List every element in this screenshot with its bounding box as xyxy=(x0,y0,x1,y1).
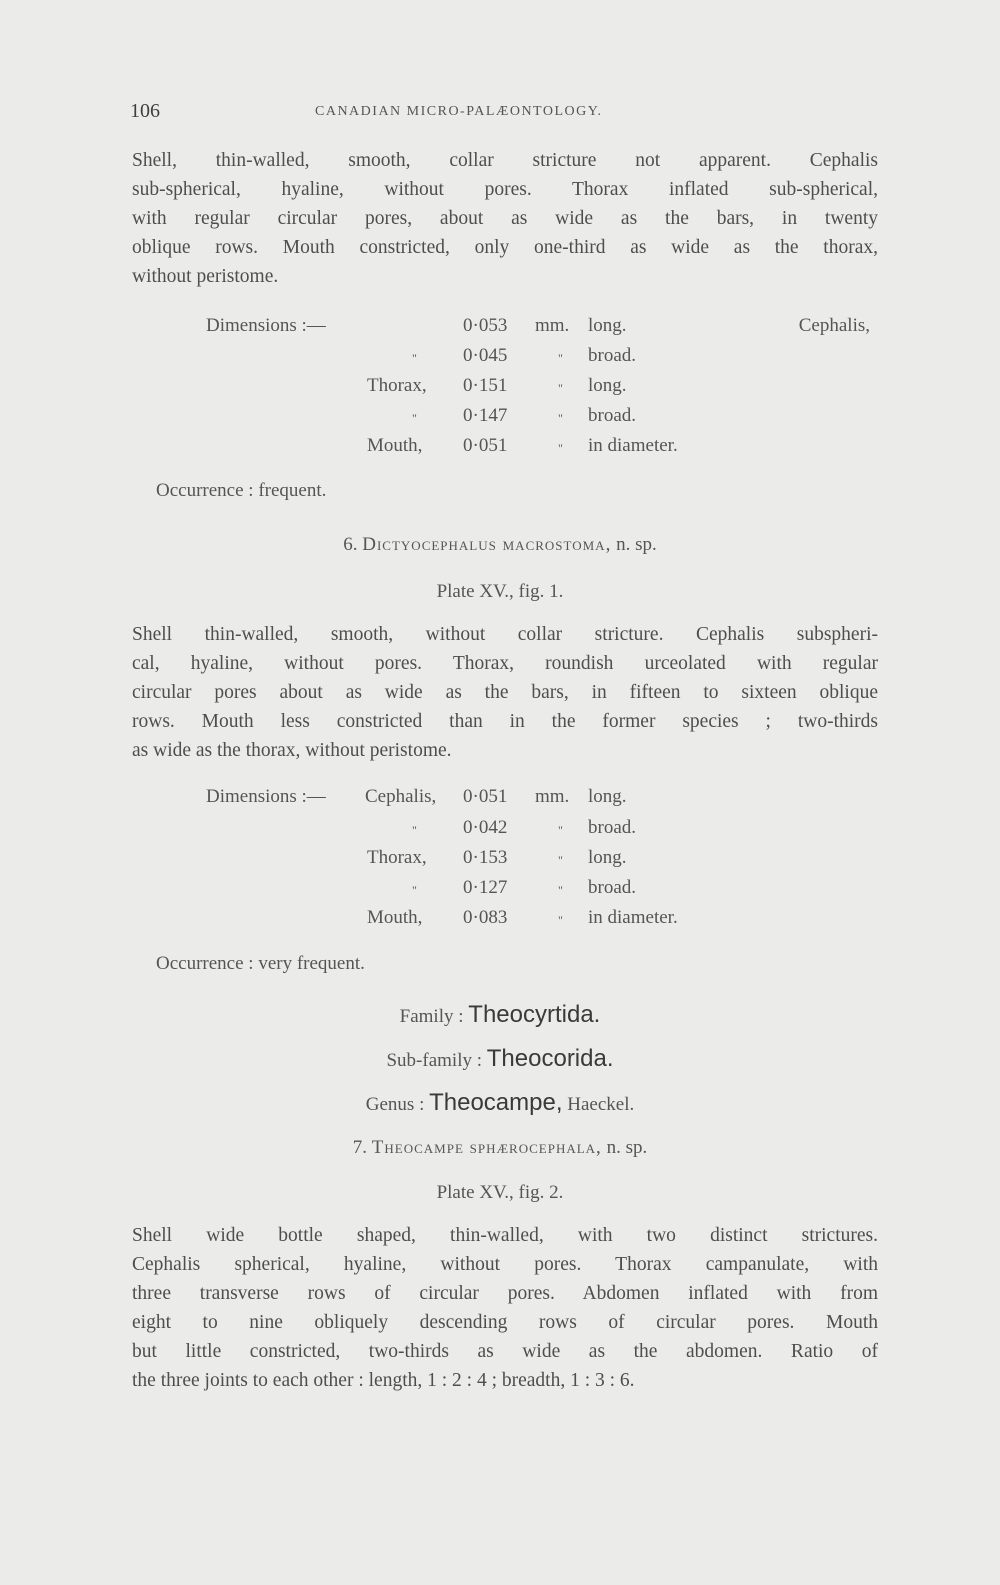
family-label: Family : xyxy=(399,1006,464,1027)
species-suffix: n. sp. xyxy=(616,534,657,555)
species-name: Theocampe sphærocephala, xyxy=(371,1137,602,1158)
dimension-row xyxy=(130,405,830,435)
dimension-unit: " xyxy=(558,823,564,837)
dimension-part: " xyxy=(412,823,418,837)
text-line: Shell wide bottle shaped, thin-walled, with two distinct strictures. xyxy=(132,1225,878,1246)
dimension-desc: broad. xyxy=(588,405,637,426)
text-line: as wide as the thorax, without peristome. xyxy=(132,740,452,761)
subfamily-heading xyxy=(0,1045,1000,1073)
text-line: with regular circular pores, about as wide as the bars, in twenty xyxy=(132,208,878,229)
dimension-part: " xyxy=(412,351,418,365)
subfamily-label: Sub-family : xyxy=(386,1050,483,1071)
text-line: circular pores about as wide as the bars, in fifteen to sixteen oblique xyxy=(132,682,878,703)
dimension-unit: " xyxy=(558,351,564,365)
dimension-unit: " xyxy=(558,381,564,395)
species6-occurrence: Occurrence : very frequent. xyxy=(156,953,365,974)
text-line: cal, hyaline, without pores. Thorax, roundish urceolated with regular xyxy=(132,653,878,674)
dimension-unit: " xyxy=(558,441,564,455)
dimension-desc: long. xyxy=(588,847,627,868)
dimension-part: Thorax, xyxy=(367,847,427,868)
dimension-unit: " xyxy=(558,853,564,867)
text-line: but little constricted, two-thirds as wide as the abdomen. Ratio of xyxy=(132,1341,878,1362)
dimension-row xyxy=(130,907,830,937)
dimension-value: 0·127 xyxy=(463,877,508,898)
species5-description xyxy=(132,146,878,291)
dimension-desc: long. xyxy=(588,786,627,807)
page-number: 106 xyxy=(130,100,160,122)
species6-heading xyxy=(0,534,1000,556)
dimension-value: 0·083 xyxy=(463,907,508,928)
dimension-row xyxy=(130,817,830,847)
text-line: sub-spherical, hyaline, without pores. Thorax inflated sub-spherical, xyxy=(132,179,878,200)
species-name: Dictyocephalus macrostoma, xyxy=(362,534,612,555)
species-suffix: n. sp. xyxy=(606,1137,648,1158)
dimension-unit: " xyxy=(558,411,564,425)
text-line: without peristome. xyxy=(132,266,279,287)
genus-label: Genus : xyxy=(365,1094,425,1115)
dimensions-label: Dimensions :— xyxy=(206,315,326,336)
dimension-part: Cephalis, xyxy=(365,786,437,807)
genus-name: Theocampe, xyxy=(429,1089,563,1116)
dimension-part: Mouth, xyxy=(367,435,423,456)
dimension-desc: broad. xyxy=(588,345,637,366)
species6-plate-reference: Plate XV., fig. 1. xyxy=(436,581,564,602)
dimension-value: 0·053 xyxy=(463,315,508,336)
genus-heading xyxy=(0,1089,1000,1117)
dimension-row xyxy=(130,315,870,345)
dimension-value: 0·045 xyxy=(463,345,508,366)
dimension-desc: long. xyxy=(588,315,627,336)
dimension-unit: mm. xyxy=(535,315,570,336)
running-title: CANADIAN MICRO-PALÆONTOLOGY. xyxy=(315,104,603,119)
genus-author: Haeckel. xyxy=(567,1094,635,1115)
text-line: the three joints to each other : length, 1 : 2 : 4 ; breadth, 1 : 3 : 6. xyxy=(132,1370,635,1391)
dimension-value: 0·147 xyxy=(463,405,508,426)
species6-description xyxy=(132,620,878,765)
family-heading xyxy=(0,1001,1000,1029)
subfamily-name: Theocorida. xyxy=(486,1045,614,1072)
dimension-row xyxy=(130,435,830,465)
species7-plate-reference: Plate XV., fig. 2. xyxy=(436,1182,564,1203)
dimension-row xyxy=(130,847,830,877)
dimension-desc: long. xyxy=(588,375,627,396)
dimension-part: " xyxy=(412,411,418,425)
text-line: three transverse rows of circular pores. Abdomen inflated with from xyxy=(132,1283,878,1304)
dimension-desc: in diameter. xyxy=(588,907,678,928)
species5-occurrence: Occurrence : frequent. xyxy=(156,480,327,501)
text-line: oblique rows. Mouth constricted, only one-third as wide as the thorax, xyxy=(132,237,878,258)
dimension-unit: " xyxy=(558,883,564,897)
text-line: eight to nine obliquely descending rows of circular pores. Mouth xyxy=(132,1312,878,1333)
species7-heading xyxy=(0,1137,1000,1159)
dimension-value: 0·051 xyxy=(463,786,508,807)
text-line: Shell, thin-walled, smooth, collar stricture not apparent. Cephalis xyxy=(132,150,878,171)
dimension-unit: " xyxy=(558,913,564,927)
dimension-row xyxy=(130,345,830,375)
dimension-value: 0·042 xyxy=(463,817,508,838)
dimension-row xyxy=(130,375,830,405)
dimension-value: 0·151 xyxy=(463,375,508,396)
species-number: 7. xyxy=(352,1137,368,1158)
text-line: Shell thin-walled, smooth, without collar stricture. Cephalis subspheri- xyxy=(132,624,878,645)
dimension-part: Thorax, xyxy=(367,375,427,396)
dimensions-label: Dimensions :— xyxy=(206,786,326,807)
dimension-desc: in diameter. xyxy=(588,435,678,456)
dimension-desc: broad. xyxy=(588,817,637,838)
dimension-unit: mm. xyxy=(535,786,570,807)
dimension-part: " xyxy=(412,883,418,897)
dimension-value: 0·153 xyxy=(463,847,508,868)
species-number: 6. xyxy=(343,534,358,555)
page-header xyxy=(130,100,880,128)
text-line: Cephalis spherical, hyaline, without pores. Thorax campanulate, with xyxy=(132,1254,878,1275)
species7-description xyxy=(132,1221,878,1395)
dimension-row xyxy=(130,786,830,816)
dimension-desc: broad. xyxy=(588,877,637,898)
dimension-value: 0·051 xyxy=(463,435,508,456)
dimension-part: Cephalis, xyxy=(798,315,870,336)
dimension-row xyxy=(130,877,830,907)
text-line: rows. Mouth less constricted than in the former species ; two-thirds xyxy=(132,711,878,732)
family-name: Theocyrtida. xyxy=(468,1001,601,1028)
dimension-part: Mouth, xyxy=(367,907,423,928)
